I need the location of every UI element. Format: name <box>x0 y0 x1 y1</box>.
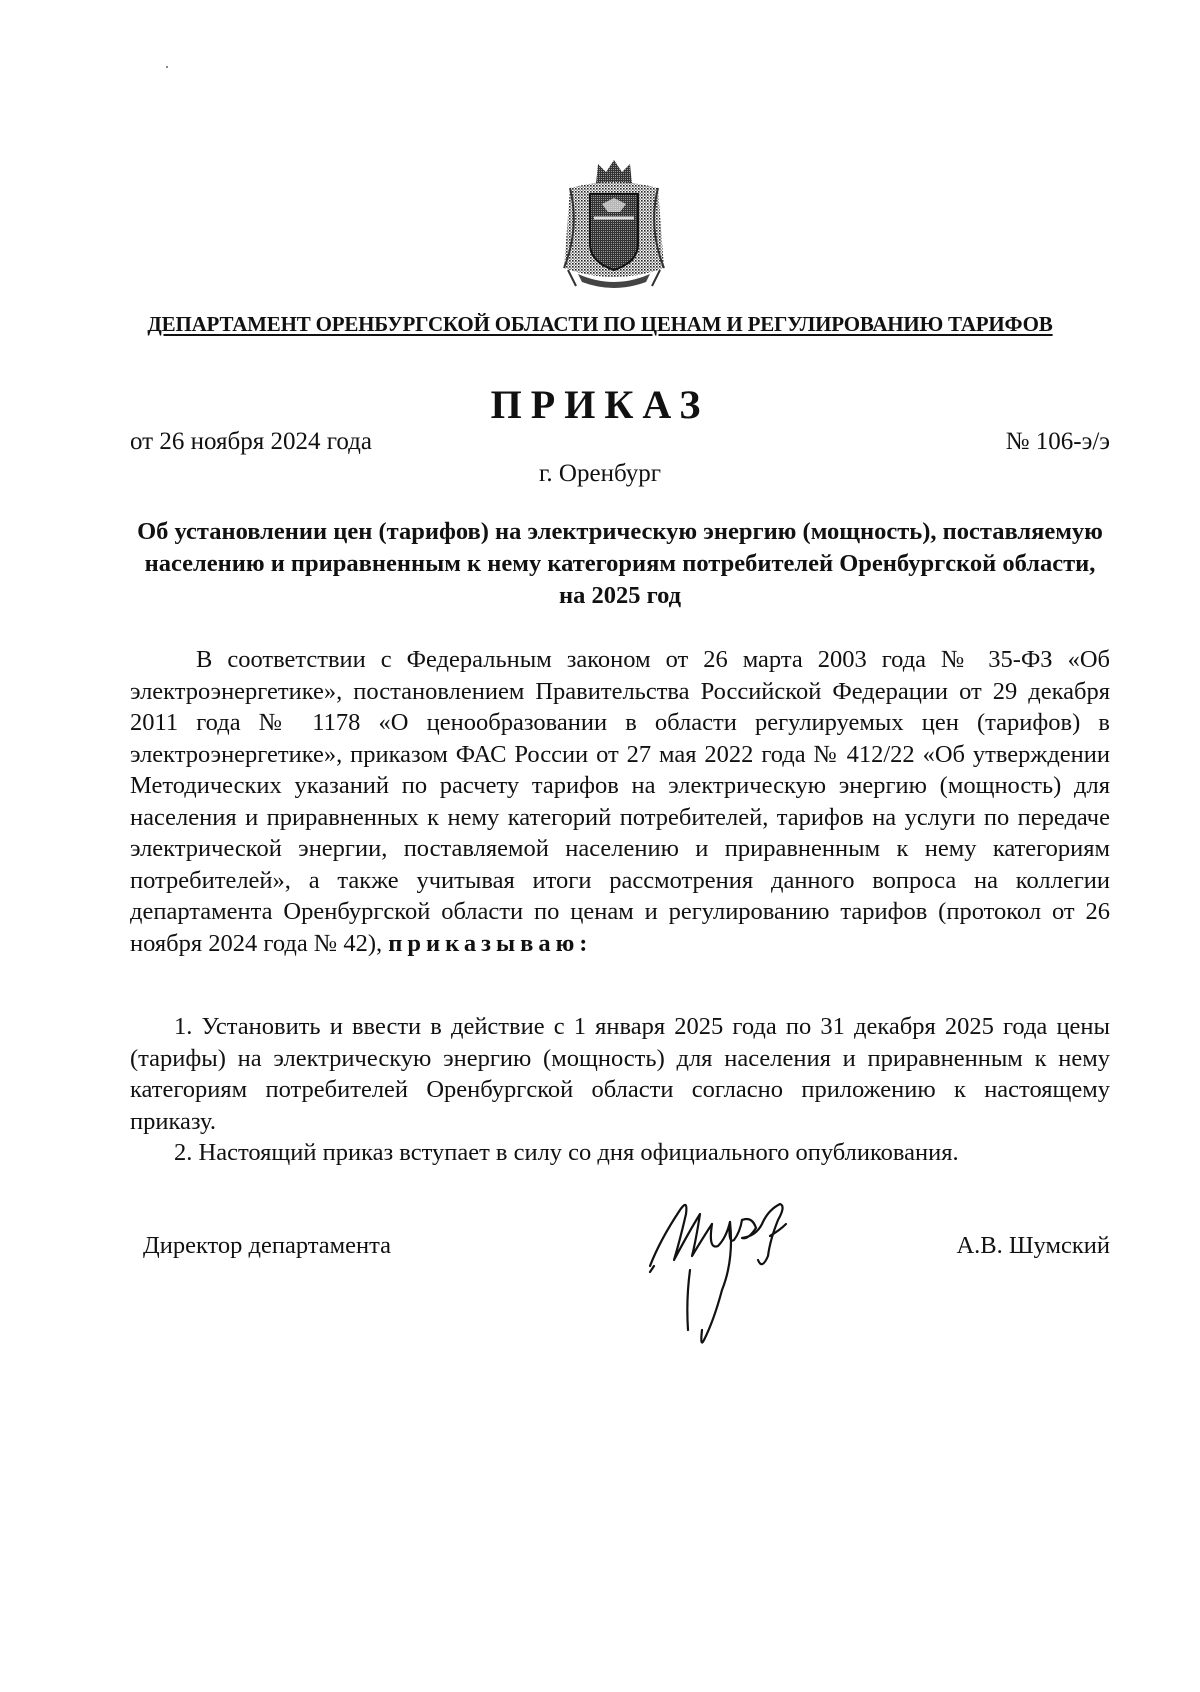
handwritten-signature-icon <box>630 1180 830 1360</box>
order-number: № 106-э/э <box>1005 428 1110 455</box>
order-point-2: 2. Настоящий приказ вступает в силу со дня официального опубликования. <box>174 1139 959 1166</box>
order-date: от 26 ноября 2024 года <box>130 428 372 455</box>
signer-name: А.В. Шумский <box>956 1232 1110 1259</box>
signer-position: Директор департамента <box>143 1232 392 1259</box>
preamble-paragraph <box>130 644 1110 959</box>
order-city: г. Оренбург <box>539 460 661 487</box>
coat-of-arms-icon <box>560 158 668 290</box>
order-points <box>130 1011 1110 1169</box>
order-point-1: 1. Установить и ввести в действие с 1 января 2025 года по 31 декабря 2025 года цены (тарифы) на электрическую энергию (мощность) для населения и приравненным к нему категориям потребителей Оренбургской области согласно приложению к настоящему приказу. <box>130 1013 1110 1135</box>
preamble-text: В соответствии с Федеральным законом от 26 марта 2003 года № 35-ФЗ «Об электроэнергетике», постановлением Правительства Российской Федерации от 29 декабря 2011 года № 1178 «О ценообразовании в области регулируемых цен (тарифов) в электроэнергетике», приказом ФАС России от 27 мая 2022 года № 412/22 «Об утверждении Методических указаний по расчету тарифов на электрическую энергию (мощность) для населения и приравненных к нему категорий потребителей, тарифов на услуги по передаче электрической энергии, поставляемой населению и приравненным к нему категориям потребителей», а также учитывая итоги рассмотрения данного вопроса на коллегии департамента Оренбургской области по ценам и регулированию тарифов (протокол от 26 ноября 2024 года № 42), <box>130 646 1110 957</box>
department-name: ДЕПАРТАМЕНТ ОРЕНБУРГСКОЙ ОБЛАСТИ ПО ЦЕНАМ И РЕГУЛИРОВАНИЮ ТАРИФОВ <box>147 312 1053 336</box>
order-subject: Об установлении цен (тарифов) на электрическую энергию (мощность), поставляемую населению и приравненным к нему категориям потребителей Оренбургской области, на 2025 год <box>137 518 1103 609</box>
decree-word: приказываю: <box>388 929 593 957</box>
document-title: ПРИКАЗ <box>490 382 710 427</box>
scan-speck <box>166 66 168 68</box>
